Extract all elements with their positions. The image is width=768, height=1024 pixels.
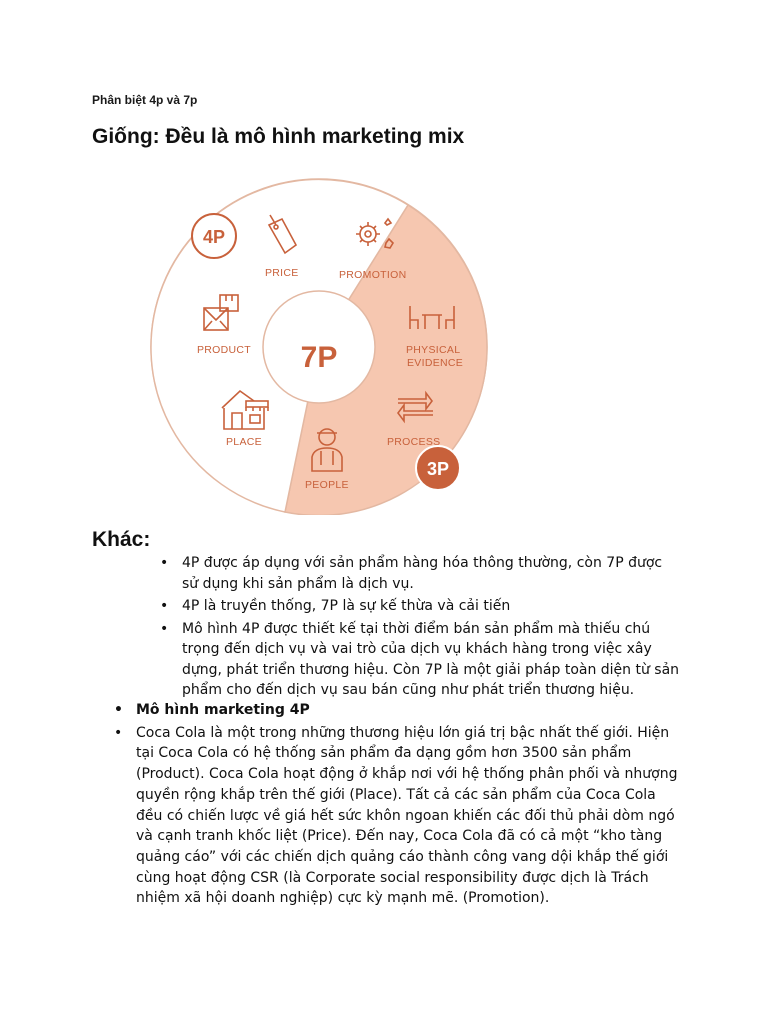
heading-similarity: Giống: Đều là mô hình marketing mix (92, 125, 465, 148)
model-paragraph: • Coca Cola là một trong những thương hiệu lớn giá trị bậc nhất thế giới. Hiện tại Coca Cola có hệ thống sản phẩm đa dạng gồm hơn 3500 sản phẩm (Product). Coca Cola hoạt động ở khắp nơi với hệ thống phân phối và nhượng quyền rộng khắp trên thế giới (Place). Tất cả các sản phẩm của Coca Cola đều có chiến lược về giá hết sức khôn ngoan khiến các đối thủ phải dòm ngó và cạnh tranh khốc liệt (Price). Đến nay, Coca Cola đã có cả một “kho tàng quảng cáo” với các chiến dịch quảng cáo thành công vang dội khắp thế giới cùng hoạt động CSR (là Corporate social responsibility được dịch là Trách nhiệm xã hội doanh nghiệp) cực kỳ mạnh mẽ. (Promotion). (136, 723, 681, 909)
list-item: • 4P là truyền thống, 7P là sự kế thừa và cải tiến (182, 596, 682, 617)
marketing-mix-svg (142, 175, 492, 515)
model-list (136, 700, 681, 909)
label-price: PRICE (265, 267, 299, 279)
list-item: • 4P được áp dụng với sản phẩm hàng hóa thông thường, còn 7P được sử dụng khi sản phẩm là dịch vụ. (182, 553, 682, 594)
label-promotion: PROMOTION (339, 269, 407, 281)
small-title: Phân biệt 4p và 7p (92, 93, 198, 107)
heading-difference: Khác: (92, 528, 151, 551)
label-physical-1: PHYSICAL (406, 344, 461, 356)
list-item: • Mô hình 4P được thiết kế tại thời điểm bán sản phẩm mà thiếu chú trọng đến dịch vụ và vai trò của dịch vụ khách hàng trong việc xây dựng, phát triển thương hiệu. Còn 7P là một giải pháp toàn diện từ sản phẩm cho đến dịch vụ sau bán cũng như phát triển thương hiệu. (182, 619, 682, 701)
badge-4p-label: 4P (202, 227, 226, 247)
center-label: 7P (300, 341, 338, 374)
model-heading: • Mô hình marketing 4P (136, 700, 681, 721)
difference-list (182, 553, 682, 701)
label-product: PRODUCT (197, 344, 252, 356)
label-people: PEOPLE (305, 479, 349, 491)
label-process: PROCESS (387, 436, 441, 448)
marketing-mix-diagram (142, 175, 492, 515)
label-place: PLACE (226, 436, 262, 448)
badge-3p-label: 3P (426, 459, 450, 479)
label-physical-2: EVIDENCE (407, 357, 464, 369)
